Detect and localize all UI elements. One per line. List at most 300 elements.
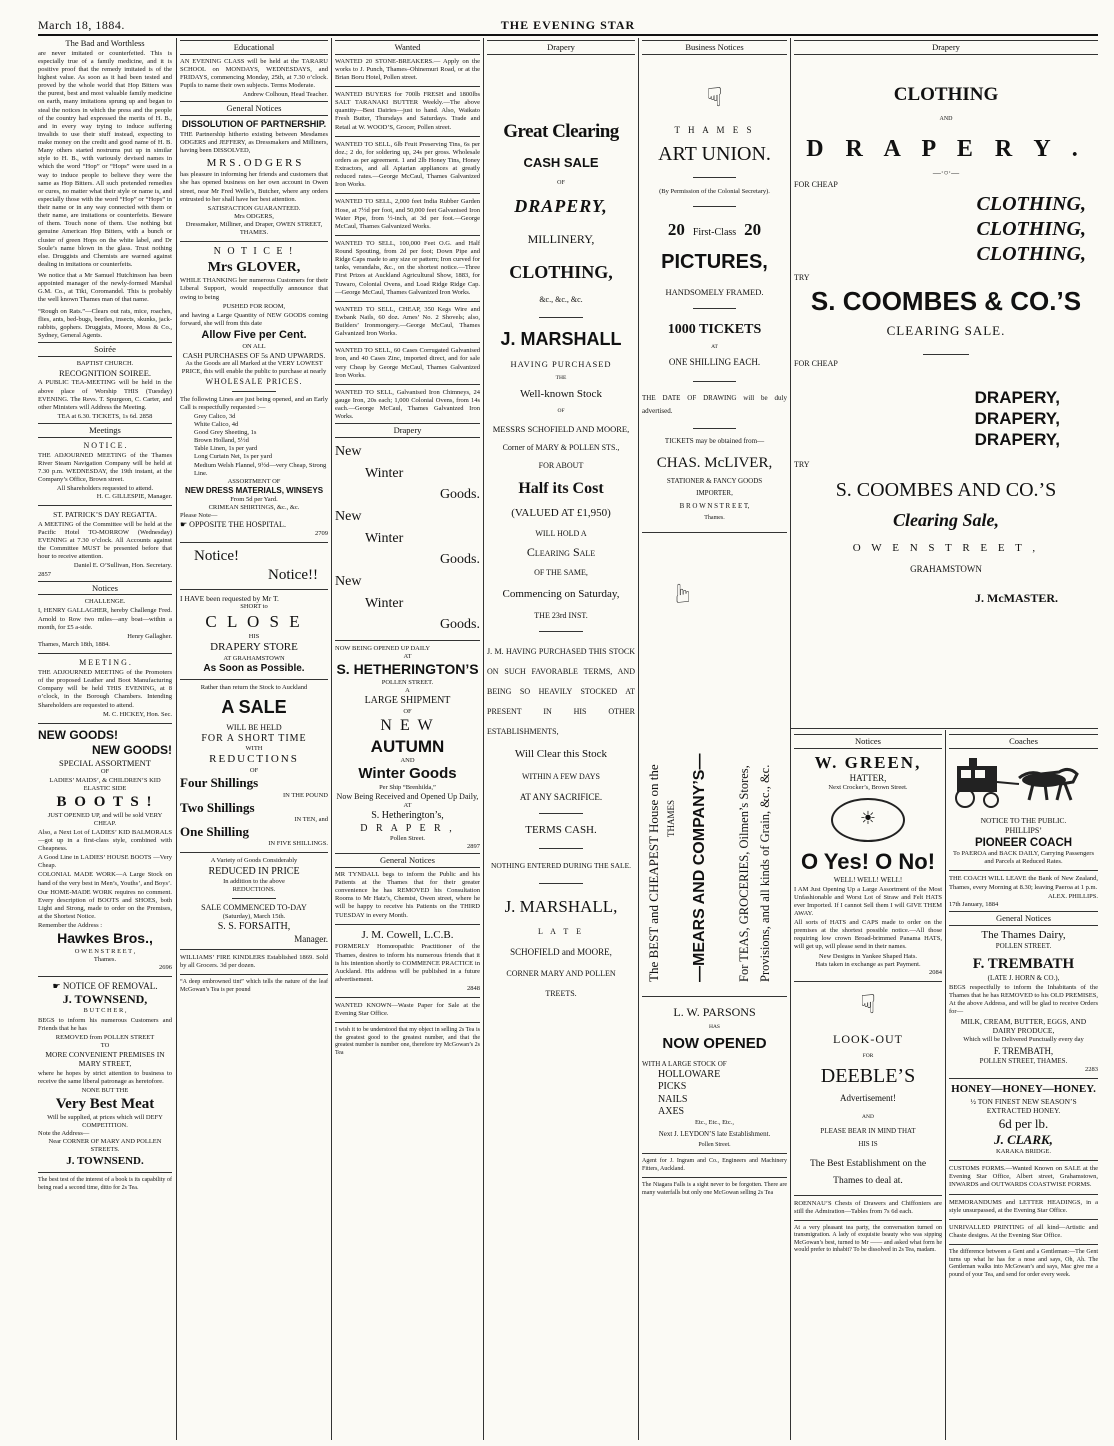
clear-stock: Will Clear this Stock xyxy=(514,748,608,761)
bear-in-mind: PLEASE BEAR IN MIND THAT xyxy=(820,1126,916,1135)
well-known-stock: Well-known Stock xyxy=(520,388,602,401)
separator xyxy=(949,1160,1098,1161)
sun-emblem-icon: ☀ xyxy=(831,798,905,842)
separator xyxy=(539,883,583,884)
removal-body: BEGS to inform his numerous Customers and Friends that he has xyxy=(38,1016,172,1032)
in-the-pound: IN THE POUND xyxy=(282,791,328,799)
corner-streets: Corner of MARY & POLLEN STS., xyxy=(502,442,620,452)
supplied-text: Will be supplied, at prices which will DEFY COMPETITION. xyxy=(47,1113,163,1129)
drapery-line: DRAPERY, xyxy=(974,430,1060,450)
separator xyxy=(335,640,480,641)
pushed-for-room: PUSHED FOR ROOM, xyxy=(222,302,286,310)
reductions-label: REDUCTIONS. xyxy=(232,886,276,894)
column-7 xyxy=(794,732,942,1440)
tyndall-notice: MR TYNDALL begs to inform the Public and his Patients at the Thames that for their greater convenience he has REMOVED his Consultation Rooms to Mr Hatz’s, Chemist, Owen street, where he will be happy to receive his Patients on the THIRD TUESDAY in every Month. xyxy=(335,870,480,919)
cowell-name: J. M. Cowell, L.C.B. xyxy=(361,928,454,941)
half-its-cost: Half its Cost xyxy=(518,479,604,497)
memorandums: MEMORANDUMS and LETTER HEADINGS, in a style unsurpassed, at the Evening Star Office. xyxy=(949,1198,1098,1214)
separator xyxy=(335,1022,480,1023)
notice-heading: N O T I C E ! xyxy=(213,246,295,258)
green-name: W. GREEN, xyxy=(814,752,922,772)
hatter-label: HATTER, xyxy=(849,772,887,783)
assortment-label: ASSORTMENT OF xyxy=(227,477,281,485)
column-6 xyxy=(794,38,1098,728)
mcliver-name: CHAS. McLIVER, xyxy=(656,454,773,471)
for-short-time: FOR A SHORT TIME xyxy=(201,732,307,744)
column-3 xyxy=(335,38,480,1440)
separator xyxy=(642,996,787,997)
hatter-body-2: All sorts of HATS and CAPS made to order on the premises at the shortest possible notice.—All those requiring low crown Broad-brimmed Panama HATS, will get up, will please send in their names. xyxy=(794,919,942,951)
and-label: AND xyxy=(862,1114,874,1120)
separator xyxy=(693,177,737,178)
challenge-signature: Henry Gallagher. xyxy=(127,632,172,640)
in-ten: IN TEN, and xyxy=(294,815,328,823)
wanted-ad: WANTED TO SELL, CHEAP, 350 Kegs Wire and Ewbank Nails, 60 doz. Ames’ No. 2 Shovels; also, Builders’ Ironmongery.—George McCaul, Thames Galvanized Iron Works. xyxy=(335,305,480,338)
hetherington-name-2: S. Hetherington’s, xyxy=(371,810,444,822)
satisfaction: SATISFACTION GUARANTEED. xyxy=(207,204,301,212)
brown-street: B R O W N S T R E E T, xyxy=(679,502,750,511)
per-ship: Per Ship “Brenhilda,” xyxy=(379,783,436,791)
paeroa-text: To PAEROA and BACK DAILY, Carrying Passengers and Parcels at Reduced Rates. xyxy=(953,850,1094,866)
variety-text: A Variety of Goods Considerably xyxy=(210,857,298,865)
column-divider xyxy=(945,730,946,1440)
separator xyxy=(949,1244,1098,1245)
issue-date: March 18, 1884. xyxy=(38,18,125,32)
separator xyxy=(642,532,787,533)
tea-footer: The best test of the interest of a book is its capability of being read a second time, ditto for 2s Tea. xyxy=(38,1177,172,1191)
evening-class-signature: Andrew Colhoun, Head Teacher. xyxy=(242,91,328,99)
clearing-sale-italic: Clearing Sale, xyxy=(892,510,999,531)
late-label: L A T E xyxy=(538,927,584,937)
clothing-line: CLOTHING, xyxy=(976,217,1086,240)
coach-date: 17th January, 1884 xyxy=(949,900,999,908)
with-label: WITH xyxy=(245,745,263,753)
glover-body-2: and having a Large Quantity of NEW GOODS coming forward, she will from this date xyxy=(180,311,328,327)
at-label: AT xyxy=(403,801,412,809)
news-item: We notice that a Mr Samuel Hutchinson has been appointed manager of the newly-formed Marshal G.M. Co., at Tiki, Coromandel. This is probably the well known Thames man of that name. xyxy=(38,272,172,304)
list-item: Good Grey Sheeting, 1s xyxy=(194,429,257,436)
marshall-name-2: J. MARSHALL, xyxy=(504,897,618,917)
separator xyxy=(232,898,276,899)
opposite-hospital-text: OPPOSITE THE HOSPITAL. xyxy=(189,520,286,530)
ladies-boots: LADIES’ MAIDS’, & CHILDREN’S KID ELASTIC SIDE xyxy=(49,776,161,792)
two-shillings: Two Shillings xyxy=(180,799,255,815)
butcher-label: B U T C H E R , xyxy=(83,1007,127,1015)
owen-street: O W E N S T R E E T , xyxy=(74,947,136,955)
pointing-hand-icon: ☟ xyxy=(860,989,876,1019)
section-header-notices: Notices xyxy=(794,734,942,749)
regatta-signature: Daniel E. O’Sullivan, Hon. Secretary. xyxy=(73,562,172,570)
etc-label: Etc., Etc., Etc., xyxy=(695,1118,734,1126)
coombes-heading-2: S. COOMBES AND CO.’S xyxy=(835,479,1057,502)
at-label: AT xyxy=(403,653,412,661)
separator xyxy=(38,505,172,506)
removal-title-text: NOTICE OF REMOVAL. xyxy=(62,981,158,992)
thames-label: Thames. xyxy=(704,514,725,521)
section-header-general: General Notices xyxy=(335,853,480,868)
please-note: Please Note— xyxy=(180,512,218,520)
ad-number: 2709 xyxy=(315,530,328,538)
new-goods-heading: NEW GOODS! xyxy=(38,727,118,742)
column-5 xyxy=(642,38,787,1440)
dissolution-body: THE Partnership hitherto existing between Mesdames ODGERS and JEFFERY, as Dressmakers and Milliners, having been DISSOLVED, xyxy=(180,131,328,155)
list-item: Brown Holland, 5½d xyxy=(194,437,249,445)
separator xyxy=(38,723,172,724)
odgers-signature: Mrs ODGERS, xyxy=(234,212,274,220)
allow-five-percent: Allow Five per Cent. xyxy=(201,329,307,341)
separator xyxy=(335,924,480,925)
coach-text: THE COACH WILL LEAVE the Bank of New Zealand, Thames, every Morning at 8.30; leaving Paeroa at 1 p.m. xyxy=(949,875,1098,891)
list-item: PICKS xyxy=(658,1081,687,1093)
separator xyxy=(642,1177,787,1178)
ornament: —·○·— xyxy=(932,167,960,177)
separator xyxy=(180,949,328,950)
hawkes-bros: Hawkes Bros., xyxy=(57,930,153,947)
drapery-heading: DRAPERY, xyxy=(514,196,608,217)
wanted-ad: WANTED TO SELL, 60 Cases Corrugated Galvanised Iron, and 40 Cases Zinc, imported direct, and for sale very Cheap by George McCaul, Thames Galvanized Iron Works. xyxy=(335,347,480,379)
opposite-hospital xyxy=(180,520,328,530)
will-hold: WILL HOLD A xyxy=(535,528,587,538)
separator xyxy=(38,1172,172,1173)
advert-line: Also, a Next Lot of LADIES’ KID BALMORALS—got up in a first-class style, combined with Cheapness. xyxy=(38,828,172,852)
wanted-ad: WANTED TO SELL, Galvanised Iron Chimneys, 24 gauge Iron, 20s each; 1,000 Colonial Ovens, from 14s each.—George McCaul, Thames Galvanized Iron Works. xyxy=(335,388,480,421)
honey-heading: HONEY—HONEY—HONEY. xyxy=(951,1083,1096,1095)
column-8 xyxy=(949,732,1098,1440)
opened-daily: NOW BEING OPENED UP DAILY xyxy=(335,645,431,653)
pollen-street: POLLEN STREET. xyxy=(995,942,1052,951)
the-label: THE xyxy=(555,375,567,382)
winter-goods-heading: Winter Goods xyxy=(358,765,457,783)
permission-text: (By Permission of the Colonial Secretary). xyxy=(659,187,770,195)
notice-title: N O T I C E . xyxy=(83,440,127,450)
his-label: HIS xyxy=(248,632,260,640)
nw-new: New xyxy=(335,443,362,459)
of-label: OF xyxy=(249,767,259,775)
section-header-coaches: Coaches xyxy=(949,734,1098,749)
marshall-name: J. MARSHALL xyxy=(500,329,622,350)
pollen-thames: POLLEN STREET, THAMES. xyxy=(979,1057,1068,1066)
separator xyxy=(693,206,737,207)
look-out: LOOK-OUT xyxy=(833,1031,903,1046)
any-sacrifice: AT ANY SACRIFICE. xyxy=(519,791,603,802)
stationer-label: STATIONER & FANCY GOODS xyxy=(666,476,763,485)
at-grahamstown: AT GRAHAMSTOWN xyxy=(223,654,285,662)
notice-body-2: All Shareholders requested to attend. xyxy=(56,485,154,493)
with-large-stock: WITH A LARGE STOCK OF xyxy=(642,1059,727,1068)
section-header-general: General Notices xyxy=(949,911,1098,926)
wanted-ad: WANTED 20 STONE-BREAKERS.— Apply on the works to J. Punch, Thames–Ohinemuri Road, or at the Brian Boru Hotel, Pollen street. xyxy=(335,57,480,81)
separator xyxy=(180,241,328,242)
milk-cream: MILK, CREAM, BUTTER, EGGS, AND DAIRY PRODUCE, xyxy=(960,1017,1087,1036)
nw-new: New xyxy=(335,508,362,524)
trembath-sig: F. TREMBATH, xyxy=(993,1045,1054,1056)
millinery-heading: MILLINERY, xyxy=(527,231,595,246)
roennau-ad: ROENNAU’S Chests of Drawers and Chiffoniers are still the Admiration—Tables from 7s 6d each. xyxy=(794,1199,942,1215)
drapery-heading: D R A P E R Y . xyxy=(806,135,1086,162)
one-shilling: One Shilling xyxy=(180,824,249,839)
drapery-line: DRAPERY, xyxy=(974,387,1060,407)
grahamstown: GRAHAMSTOWN xyxy=(910,563,982,574)
column-divider xyxy=(790,38,791,1440)
cowell-body: FORMERLY Homœopathic Practitioner of the Thames, desires to inform his numerous friends that it is his intention shortly to COMMENCE PRACTICE in Auckland. His address will be published in a future advertisement. xyxy=(335,943,480,983)
marked-text: As the Goods are all Marked at the VERY LOWEST PRICE, this will enable the public to purchase at nearly xyxy=(181,360,327,376)
trembath-body: BEGS respectfully to inform the Inhabitants of the Thames that he has REMOVED to his OLD PREMISES, At the above Address, and will be glad to receive Orders for— xyxy=(949,983,1098,1015)
corner-label: Near CORNER OF MARY AND POLLEN STREETS. xyxy=(48,1138,162,1154)
separator xyxy=(335,136,480,137)
separator xyxy=(539,813,583,814)
pioneer-coach: PIONEER COACH xyxy=(974,836,1073,849)
nw-goods: Goods. xyxy=(439,617,480,633)
pointing-hand-icon: ☞ xyxy=(668,581,698,606)
for-cheap: FOR CHEAP xyxy=(794,179,838,189)
ad-number: 2084 xyxy=(929,968,942,976)
notice-body: THE ADJOURNED MEETING of the Thames River Steam Navigation Company will be held at 7.30 p.m. WEDNESDAY, the 19th instant, at the Company’s Office, Brown street. xyxy=(38,451,172,483)
wanted-ad: WANTED TO SELL, 100,000 Feet O.G. and Half Round Spouting, from 2d per foot; Down Pipe and Ridge Caps made to any size or pattern; Iron curved for tanks, verandahs, &c., on the shortest notice.—Three First Prizes at Auckland Agricultural Show, 1883, for Tuwaro, Colonial Ovens, and Load Ridge Ridge Cap.—George McCaul, Thames Galvanized Iron Works. xyxy=(335,239,480,296)
mears-vertical-ad xyxy=(642,537,787,992)
close-heading: C L O S E xyxy=(205,612,303,632)
a-label: A xyxy=(405,686,410,694)
vertical-text: The BEST and CHEAPEST House on the xyxy=(646,764,661,983)
drawing-date: THE DATE OF DRAWING will be duly advertised. xyxy=(642,393,787,415)
cash-purchases: CASH PURCHASES OF 5s AND UPWARDS. xyxy=(182,350,326,360)
new-heading: N E W xyxy=(380,716,435,734)
valued-at: (VALUED AT £1,950) xyxy=(511,506,611,519)
to-label: TO xyxy=(100,1041,110,1049)
hatter-body: I AM Just Opening Up a Large Assortment of the Most Unfashionable and Worst Lot of Straw and Felt HATS ever Imported. If I cannot Sell them I will GIVE THEM AWAY. xyxy=(794,885,942,917)
deebles: DEEBLE’S xyxy=(820,1064,916,1087)
tea-footer: I wish it to be understood that my object in selling 2s Tea is the greatest good to the greatest number, and that the greatest number is number one, therefore try McGowan’s 2s Tea xyxy=(335,1027,480,1056)
separator xyxy=(949,1078,1098,1079)
section-header-meetings: Meetings xyxy=(38,423,172,438)
separator xyxy=(335,384,480,385)
list-item: AXES xyxy=(658,1106,685,1118)
of-label: OF xyxy=(557,179,565,186)
coach-signature: ALEX. PHILLIPS. xyxy=(1047,892,1098,900)
as-soon-as-possible: As Soon as Possible. xyxy=(203,662,305,674)
twenty-number: 20 xyxy=(667,220,685,239)
very-best-meat: Very Best Meat xyxy=(55,1096,155,1113)
separator xyxy=(790,728,1098,729)
ad-number: 2848 xyxy=(467,985,480,993)
thames-label: Thames. xyxy=(93,955,117,963)
commencing-saturday: Commencing on Saturday, xyxy=(502,587,620,600)
remember-label: Remember the Address : xyxy=(38,922,103,930)
separator xyxy=(335,997,480,998)
meeting-signature: M. C. HICKEY, Hon. Sec. xyxy=(102,710,172,718)
cash-sale: CASH SALE xyxy=(523,155,599,171)
masthead xyxy=(38,18,1098,34)
his-is: HIS IS xyxy=(858,1139,878,1148)
karaka-bridge: KARAKA BRIDGE. xyxy=(996,1148,1051,1155)
unrivalled-printing: UNRIVALLED PRINTING of all kind—Artistic and Chaste designs. At the Evening Star Office. xyxy=(949,1223,1098,1239)
separator xyxy=(642,1153,787,1154)
regatta-title: ST. PATRICK’S DAY REGATTA. xyxy=(53,510,157,520)
section-header-notices: Notices xyxy=(38,581,172,596)
separator xyxy=(949,1219,1098,1220)
pollen-street-2: Pollen Street. xyxy=(389,835,426,843)
from-price: From 5d per Yard. xyxy=(230,495,278,503)
soiree-body: A PUBLIC TEA-MEETING will be held in the above place of Worship THIS (Tuesday) EVENING. The Revs. T. Spurgeon, C. Carter, and other Ministers will Address the Meeting. xyxy=(38,379,172,411)
parsons-name: L. W. PARSONS xyxy=(673,1005,756,1020)
separator xyxy=(335,301,480,302)
nw-winter: Winter xyxy=(365,465,404,481)
advert-line: COLONIAL MADE WORK—A Large Stock on hand of the very best in Men’s, Youths’, and Boys’. xyxy=(38,871,172,887)
customs-forms: CUSTOMS FORMS.—Wanted Known on SALE at the Evening Star Office, Albert street, Grahamstown, INWARDS and OUTWARDS COASTWISE FORMS. xyxy=(949,1165,1098,1189)
separator xyxy=(335,86,480,87)
terms-cash: TERMS CASH. xyxy=(525,824,597,837)
clothing-line: CLOTHING, xyxy=(976,192,1086,215)
list-item: HOLLOWARE xyxy=(658,1068,721,1080)
clothing-line: CLOTHING, xyxy=(976,242,1086,265)
column-2 xyxy=(180,38,328,1440)
will-be-held: WILL BE HELD xyxy=(226,722,282,732)
ad-number: 2283 xyxy=(1085,1065,1098,1073)
reduced-in-price: REDUCED IN PRICE xyxy=(208,865,300,877)
evening-class: AN EVENING CLASS will be held at the TARARU SCHOOL on MONDAYS, WEDNESDAYS, and FRIDAYS, commencing Monday, 25th, at 7.30 o’clock. Pupils to name their own subjects. Terms Moderate. xyxy=(180,57,328,89)
separator xyxy=(693,308,737,309)
removed-label: REMOVED from POLLEN STREET xyxy=(55,1033,155,1041)
pollen-street: POLLEN STREET. xyxy=(381,678,434,686)
draper-label: D R A P E R , xyxy=(360,822,455,834)
drapery-store: DRAPERY STORE xyxy=(210,640,298,653)
separator xyxy=(794,1220,942,1221)
section-header-educational: Educational xyxy=(180,40,328,55)
sale-date: (Saturday), March 15th. xyxy=(222,913,286,921)
pointing-hand-icon: ☛ xyxy=(52,981,63,992)
owen-street: O W E N S T R E E T , xyxy=(852,541,1040,554)
handsomely-framed: HANDSOMELY FRAMED. xyxy=(665,287,764,298)
wanted-known: WANTED KNOWN—Waste Paper for Sale at the Evening Star Office. xyxy=(335,1002,480,1018)
pollen-street: Pollen Street. xyxy=(698,1141,731,1148)
wanted-ad: WANTED TO SELL, 6lb Fruit Preserving Tins, 6s per doz.; 2 do, for soldering up, 24s per gross. Wholesale orders as per agreement. 1 and 2lb Honey Tins, Honey Extractors, and all Apiarian appliances at greatly reduced rates.—George McCaul, Thames Galvanized Iron Works. xyxy=(335,140,480,189)
importer-label: IMPORTER, xyxy=(696,489,733,498)
advert-line: Our HOME-MADE WORK requires no comment. Every description of BOOTS and SHOES, both Light and Strong, made to order on the Premises, at the Shortest Notice. xyxy=(38,888,172,920)
separator xyxy=(335,342,480,343)
townsend-name: J. TOWNSEND, xyxy=(62,992,148,1007)
reductions-heading: REDUCTIONS xyxy=(209,753,299,766)
addition-text: In addition to the above xyxy=(223,878,285,885)
well-well: WELL! WELL! WELL! xyxy=(833,875,903,884)
first-class: First-Class xyxy=(692,227,737,238)
clothing-heading: CLOTHING, xyxy=(509,261,613,282)
trembath-late: (LATE J. HORN & CO.), xyxy=(987,973,1060,982)
separator xyxy=(949,870,1098,871)
challenge-title: CHALLENGE. xyxy=(84,598,126,606)
schofield-moore: MESSRS SCHOFIELD AND MOORE, xyxy=(492,423,630,434)
column-divider xyxy=(638,38,639,1440)
section-header-drapery: Drapery xyxy=(794,40,1098,55)
try-label: TRY xyxy=(794,272,810,282)
separator xyxy=(180,542,328,543)
separator xyxy=(180,974,328,975)
o-yes-o-no: O Yes! O No! xyxy=(800,849,936,875)
honey-ton: ½ TON FINEST NEW SEASON’S EXTRACTED HONEY. xyxy=(970,1096,1077,1116)
thames-dairy: The Thames Dairy, xyxy=(981,928,1066,941)
at-label: AT xyxy=(711,344,718,351)
clearing-sale: CLEARING SALE. xyxy=(886,323,1006,339)
separator xyxy=(38,976,172,977)
try-label: TRY xyxy=(794,460,810,470)
in-five-shillings: IN FIVE SHILLINGS. xyxy=(268,840,328,848)
vertical-text: Provisions, and all kinds of Grain, &c., &c. xyxy=(758,765,772,983)
separator xyxy=(38,653,172,654)
schofield-moore-2: SCHOFIELD and MOORE, xyxy=(510,947,612,958)
nothing-entered: NOTHING ENTERED DURING THE SALE. xyxy=(490,860,632,870)
premises-label: MORE CONVENIENT PREMISES IN MARY STREET, xyxy=(45,1050,165,1069)
short-to: SHORT to xyxy=(240,603,268,611)
agent-text: Agent for J. Ingram and Co., Engineers and Machinery Fitters, Auckland. xyxy=(642,1158,787,1172)
section-header-drapery: Drapery xyxy=(487,40,635,55)
art-union: ART UNION. xyxy=(658,142,771,165)
notice-signature: H. C. GILLESPIE, Manager. xyxy=(96,493,172,501)
twenty-number: 20 xyxy=(744,220,762,239)
section-header-drapery: Drapery xyxy=(335,423,480,438)
column-divider xyxy=(331,38,332,1440)
nw-goods: Goods. xyxy=(439,487,480,503)
great-clearing: Great Clearing xyxy=(503,120,619,142)
nw-new: New xyxy=(335,574,362,589)
masthead-rule xyxy=(38,34,1098,36)
honey-price: 6d per lb. xyxy=(998,1115,1049,1131)
vertical-text: —MEARS AND COMPANY’S— xyxy=(691,753,708,983)
of-label: OF xyxy=(403,707,412,715)
notice-exclaim-2: Notice!! xyxy=(268,567,318,584)
article-title: The Bad and Worthless xyxy=(65,38,145,48)
soiree-title: RECOGNITION SOIREE. xyxy=(58,367,152,378)
nw-goods: Goods. xyxy=(439,552,480,568)
etc-label: &c., &c., &c. xyxy=(539,295,583,305)
separator xyxy=(923,354,969,355)
list-item: Long Curtain Net, 1s per yard xyxy=(194,453,272,461)
hardware-list xyxy=(642,1069,787,1119)
sale-commenced: SALE COMMENCED TO-DAY xyxy=(201,903,307,913)
tea-footer: The difference between a Gent and a Gentleman:—The Gent turns up what he has for a nose and says, Oh, Ah. The Gentleman walks into McGowan’s and says, Mac give me a pound of your Tea, and send for order every week. xyxy=(949,1249,1098,1278)
tea-footer: “A deep embrowned tint” which tells the nature of the leaf McGowan’s Tea is per pound xyxy=(180,979,328,993)
phillips-name: PHILLIPS’ xyxy=(1005,825,1042,835)
delivered-daily: Which will be Delivered Punctually every day xyxy=(963,1035,1084,1043)
manager-label: Manager. xyxy=(294,933,328,944)
glover-body: WHILE THANKING her numerous Customers for their Liberal Support, would respectfully announce that owing to being xyxy=(180,277,328,301)
ad-number: 2897 xyxy=(467,843,480,851)
one-shilling: ONE SHILLING EACH. xyxy=(668,357,761,368)
vertical-text: For TEAS, GROCERIES, Oilmen’s Stores, xyxy=(737,765,751,983)
hatter-designs: New Designs in Yankee Shaped Hats. xyxy=(818,952,918,960)
vertical-text: THAMES xyxy=(666,800,676,838)
list-item: Grey Calico, 3d xyxy=(194,412,236,420)
for-about: FOR ABOUT xyxy=(538,460,584,470)
coach-illustration-icon xyxy=(949,752,1094,814)
advert-rats: “Rough on Rats.”—Clears out rats, mice, roaches, flies, ants, bed-bugs, beetles, insects, skunks, jack-rabbits, gophers. Druggists, Moore, Moss & Co., Sydney, General Agents. xyxy=(38,307,172,339)
for-label: FOR xyxy=(862,1052,874,1059)
autumn-heading: AUTUMN xyxy=(370,736,445,756)
next-crockers: Next Crocker’s, Brown Street. xyxy=(828,784,908,792)
column-4 xyxy=(487,38,635,1440)
wanted-ad: WANTED TO SELL, 2,000 feet India Rubber Garden Hose, at 7½d per foot, and 50,000 feet Galvanised Iron Water Pipe, from ½-inch, at 3d per foot.—George McCaul, Thames Galvanized Works. xyxy=(335,198,480,230)
notice-exclaim: Notice! xyxy=(194,548,239,565)
separator xyxy=(539,631,583,632)
separator xyxy=(794,1195,942,1196)
separator xyxy=(794,981,942,982)
spacer xyxy=(487,58,635,120)
separator xyxy=(180,589,328,590)
townsend-sign: J. TOWNSEND. xyxy=(66,1154,144,1167)
nw-winter: Winter xyxy=(365,530,404,546)
inst-date: THE 23rd INST. xyxy=(534,611,588,621)
odgers-signature-2: Dressmaker, Milliner, and Draper, OWEN STREET, THAMES. xyxy=(185,221,323,237)
a-sale-heading: A SALE xyxy=(221,697,287,718)
special-assortment: SPECIAL ASSORTMENT xyxy=(59,757,151,768)
separator xyxy=(693,381,737,382)
